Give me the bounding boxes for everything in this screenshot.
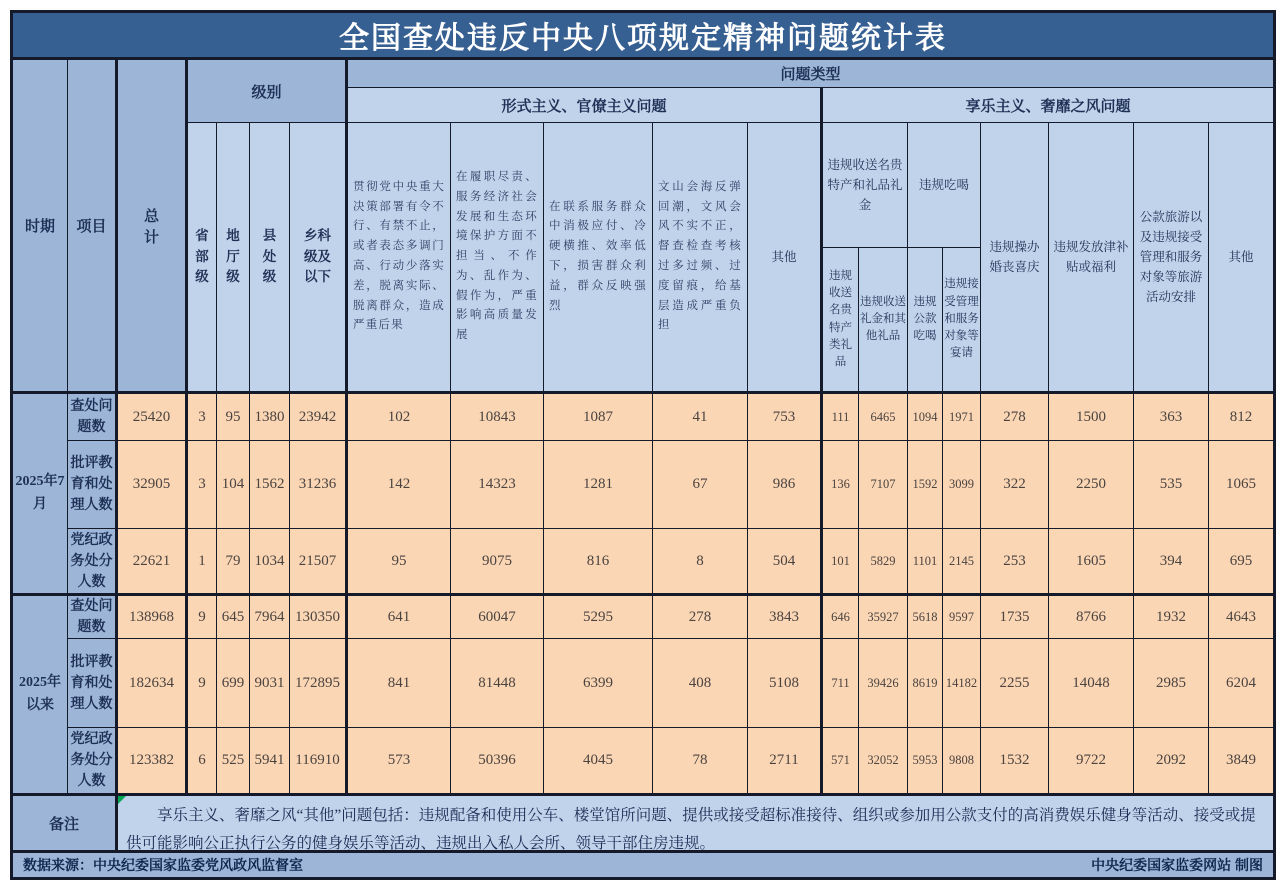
data-cell: 32052 [859,728,908,796]
col-header-level-county [250,123,290,394]
data-cell: 9 [188,596,217,639]
data-cell: 104 [217,441,250,529]
data-cell: 6465 [859,394,908,441]
data-cell: 31236 [290,441,348,529]
data-cell: 22621 [118,529,188,596]
col-header-public-funded-travel: 公款旅游以及违规接受管理和服务对象等旅游活动安排 [1134,123,1209,394]
data-cell: 79 [217,529,250,596]
data-cell: 535 [1134,441,1209,529]
data-cell: 1971 [943,394,981,441]
data-cell: 2145 [943,529,981,596]
col-header-level-province [188,123,217,394]
col-header-formalism-4-text: 文山会海反弹回潮，文风会风不实不正，督查检查考核过多过频、过度留痕，给基层造成严重负担 [658,180,742,332]
col-header-level-prefecture-label: 地厅级 [226,227,240,285]
data-cell: 2255 [981,639,1049,728]
data-cell: 5108 [748,639,823,728]
data-cell: 816 [544,529,653,596]
header-total [118,60,188,394]
page-title: 全国查处违反中央八项规定精神问题统计表 [13,13,1273,60]
data-cell: 5953 [908,728,943,796]
data-cell: 9597 [943,596,981,639]
header-period: 时期 [13,60,68,394]
data-cell: 182634 [118,639,188,728]
row-label: 查处问题数 [68,394,118,441]
col-header-dining-sub-2: 违规接受管理和服务对象等宴请 [943,248,981,394]
data-cell: 4045 [544,728,653,796]
data-cell: 1065 [1209,441,1273,529]
data-cell: 363 [1134,394,1209,441]
data-cell: 32905 [118,441,188,529]
data-cell: 253 [981,529,1049,596]
statistics-table [10,10,1276,880]
data-cell: 25420 [118,394,188,441]
header-level-group: 级别 [188,60,348,123]
data-cell: 1932 [1134,596,1209,639]
col-header-wedding-funeral: 违规操办婚丧喜庆 [981,123,1049,394]
data-cell: 9 [188,639,217,728]
data-cell: 7964 [250,596,290,639]
data-cell: 9808 [943,728,981,796]
data-cell: 525 [217,728,250,796]
data-cell: 39426 [859,639,908,728]
data-cell: 573 [348,728,451,796]
col-header-dining-sub-1: 违规公款吃喝 [908,248,943,394]
data-cell: 2250 [1049,441,1134,529]
col-header-level-province-label: 省部级 [195,227,209,285]
data-cell: 753 [748,394,823,441]
note-content [118,796,1273,853]
data-cell: 95 [217,394,250,441]
data-cell: 6 [188,728,217,796]
col-header-level-township-label: 乡科级及以下 [304,227,331,285]
header-item: 项目 [68,60,118,394]
col-header-gift-sub-1: 违规收送名贵特产类礼品 [823,248,859,394]
period-cell: 2025年以来 [13,596,68,796]
data-cell: 1034 [250,529,290,596]
header-problem-type: 问题类型 [348,60,1273,88]
data-cell: 646 [823,596,859,639]
header-total-label: 总计 [143,207,159,246]
col-header-dining-group: 违规吃喝 [908,123,981,248]
data-source-text: 数据来源：中央纪委国家监委党风政风监督室 [23,857,303,873]
col-header-level-township [290,123,348,394]
data-cell: 645 [217,596,250,639]
row-label: 批评教育和处理人数 [68,441,118,529]
col-header-formalism-1 [348,123,451,394]
col-header-hedonism-other: 其他 [1209,123,1273,394]
data-cell: 41 [653,394,748,441]
data-cell: 8619 [908,639,943,728]
col-header-gift-sub-2: 违规收送礼金和其他礼品 [859,248,908,394]
data-cell: 695 [1209,529,1273,596]
data-cell: 571 [823,728,859,796]
data-cell: 2985 [1134,639,1209,728]
data-cell: 2092 [1134,728,1209,796]
data-cell: 95 [348,529,451,596]
header-formalism-group: 形式主义、官僚主义问题 [348,88,823,123]
data-cell: 3 [188,441,217,529]
data-cell: 6399 [544,639,653,728]
data-cell: 123382 [118,728,188,796]
data-cell: 1281 [544,441,653,529]
col-header-formalism-other: 其他 [748,123,823,394]
data-cell: 812 [1209,394,1273,441]
data-cell: 986 [748,441,823,529]
data-cell: 711 [823,639,859,728]
data-cell: 8766 [1049,596,1134,639]
data-cell: 5295 [544,596,653,639]
col-header-formalism-2-text: 在履职尽责、服务经济社会发展和生态环境保护方面不担当、不作为、乱作为、假作为，严重影响高质量发展 [456,171,538,342]
data-cell: 2711 [748,728,823,796]
data-cell: 6204 [1209,639,1273,728]
data-cell: 5941 [250,728,290,796]
data-cell: 1094 [908,394,943,441]
col-header-formalism-3-text: 在联系服务群众中消极应付、冷硬横推、效率低下，损害群众利益，群众反映强烈 [549,200,647,312]
row-label: 党纪政务处分人数 [68,529,118,596]
data-cell: 172895 [290,639,348,728]
data-cell: 1735 [981,596,1049,639]
data-cell: 136 [823,441,859,529]
data-cell: 504 [748,529,823,596]
data-cell: 699 [217,639,250,728]
data-cell: 1380 [250,394,290,441]
data-cell: 3099 [943,441,981,529]
data-cell: 278 [653,596,748,639]
data-cell: 35927 [859,596,908,639]
data-cell: 394 [1134,529,1209,596]
credit-text: 中央纪委国家监委网站 制图 [1091,857,1263,873]
col-header-level-prefecture [217,123,250,394]
data-cell: 641 [348,596,451,639]
data-cell: 78 [653,728,748,796]
data-cell: 1500 [1049,394,1134,441]
data-cell: 10843 [451,394,544,441]
data-cell: 4643 [1209,596,1273,639]
row-label: 批评教育和处理人数 [68,639,118,728]
data-cell: 1 [188,529,217,596]
data-cell: 23942 [290,394,348,441]
data-cell: 111 [823,394,859,441]
data-cell: 1605 [1049,529,1134,596]
col-header-formalism-3 [544,123,653,394]
data-cell: 3 [188,394,217,441]
data-cell: 9075 [451,529,544,596]
comment-marker-icon [118,796,126,804]
data-cell: 21507 [290,529,348,596]
header-hedonism-group: 享乐主义、奢靡之风问题 [823,88,1273,123]
data-cell: 102 [348,394,451,441]
data-cell: 841 [348,639,451,728]
data-cell: 138968 [118,596,188,639]
data-cell: 408 [653,639,748,728]
data-cell: 5618 [908,596,943,639]
data-cell: 101 [823,529,859,596]
data-cell: 1592 [908,441,943,529]
data-cell: 116910 [290,728,348,796]
col-header-formalism-1-text: 贯彻党中央重大决策部署有令不行、有禁不止，或者表态多调门高、行动少落实差，脱离实际、脱离群众，造成严重后果 [353,180,445,332]
period-cell: 2025年7月 [13,394,68,596]
data-cell: 67 [653,441,748,529]
row-label: 查处问题数 [68,596,118,639]
note-label: 备注 [13,796,118,853]
col-header-formalism-4 [653,123,748,394]
data-cell: 130350 [290,596,348,639]
data-cell: 1562 [250,441,290,529]
data-cell: 14323 [451,441,544,529]
data-cell: 142 [348,441,451,529]
data-cell: 3849 [1209,728,1273,796]
data-cell: 14182 [943,639,981,728]
data-cell: 60047 [451,596,544,639]
data-cell: 3843 [748,596,823,639]
row-label: 党纪政务处分人数 [68,728,118,796]
data-cell: 81448 [451,639,544,728]
col-header-allowances: 违规发放津补贴或福利 [1049,123,1134,394]
col-header-gift-group: 违规收送名贵特产和礼品礼金 [823,123,908,248]
data-cell: 9722 [1049,728,1134,796]
data-cell: 14048 [1049,639,1134,728]
data-cell: 9031 [250,639,290,728]
col-header-level-county-label: 县处级 [262,227,277,285]
data-cell: 1532 [981,728,1049,796]
data-cell: 8 [653,529,748,596]
data-cell: 5829 [859,529,908,596]
data-cell: 7107 [859,441,908,529]
note-text: 享乐主义、奢靡之风“其他”问题包括：违规配备和使用公车、楼堂馆所问题、提供或接受超标准接待、组织或参加用公款支付的高消费娱乐健身等活动、接受或提供可能影响公正执行公务的健身娱乐等活动、违规出入私人会所、领导干部住房违规。 [126,807,1256,852]
footer-bar [13,853,1273,877]
data-cell: 1087 [544,394,653,441]
data-cell: 50396 [451,728,544,796]
data-cell: 322 [981,441,1049,529]
data-cell: 278 [981,394,1049,441]
data-cell: 1101 [908,529,943,596]
col-header-formalism-2 [451,123,544,394]
